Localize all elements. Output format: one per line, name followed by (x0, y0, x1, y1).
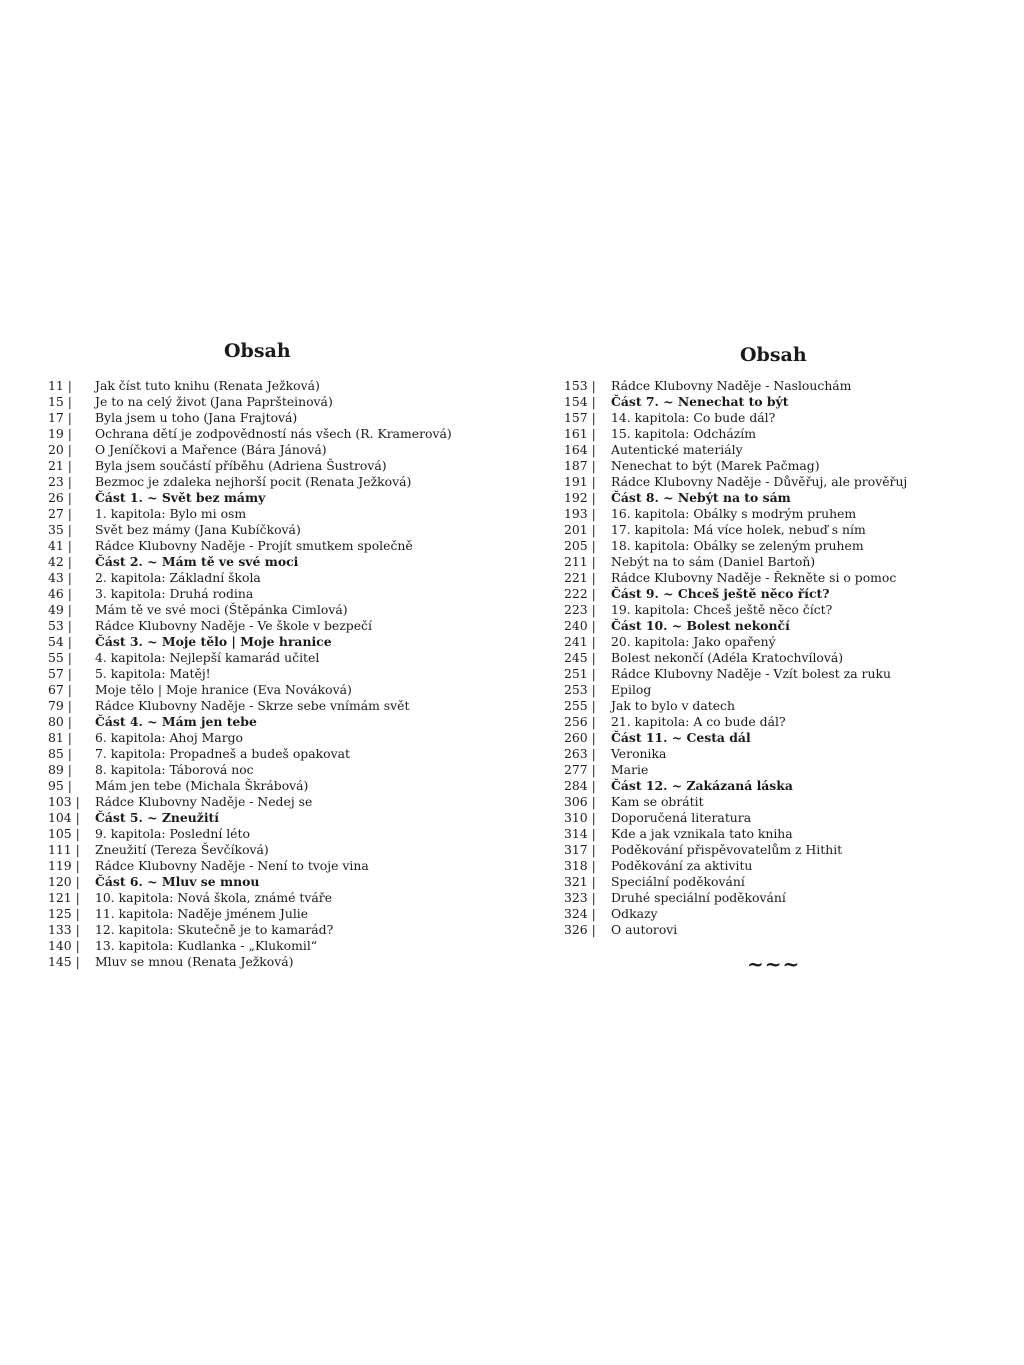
toc-entry-title: Jak číst tuto knihu (Renata Ježková) (95, 378, 320, 393)
toc-entry-title: Kde a jak vznikala tato kniha (611, 826, 793, 841)
toc-page-number: 222 | (564, 586, 596, 601)
toc-entry-title: Nebýt na to sám (Daniel Bartoň) (611, 554, 816, 569)
toc-row (48, 890, 452, 906)
toc-entry-title: Jak to bylo v datech (611, 698, 735, 713)
toc-page-number: 240 | (564, 618, 596, 633)
toc-page-number: 223 | (564, 602, 596, 617)
toc-page-number: 20 | (48, 442, 72, 457)
toc-entry-title: 17. kapitola: Má více holek, nebuď s ním (611, 522, 866, 537)
toc-entry-title: Druhé speciální poděkování (611, 890, 786, 905)
toc-page-number: 15 | (48, 394, 72, 409)
toc-page-number: 205 | (564, 538, 596, 553)
toc-row (48, 442, 452, 458)
toc-row (564, 922, 907, 938)
toc-page-number: 318 | (564, 858, 596, 873)
toc-entry-title: Poděkování za aktivitu (611, 858, 753, 873)
toc-row (48, 426, 452, 442)
right-toc-list (564, 378, 907, 938)
toc-entry-title: Bezmoc je zdaleka nejhorší pocit (Renata Ježková) (95, 474, 412, 489)
toc-entry-title: Část 12. ~ Zakázaná láska (611, 778, 793, 793)
toc-row (564, 570, 907, 586)
toc-row (48, 794, 452, 810)
toc-page-number: 27 | (48, 506, 72, 521)
toc-page-number: 263 | (564, 746, 596, 761)
toc-page-number: 43 | (48, 570, 72, 585)
toc-row (564, 522, 907, 538)
toc-entry-title: 9. kapitola: Poslední léto (95, 826, 250, 841)
toc-row (564, 794, 907, 810)
left-heading: Obsah (224, 340, 291, 362)
toc-row (48, 538, 452, 554)
toc-page-number: 80 | (48, 714, 72, 729)
toc-row (48, 506, 452, 522)
toc-row (564, 682, 907, 698)
toc-page-number: 55 | (48, 650, 72, 665)
toc-entry-title: Část 8. ~ Nebýt na to sám (611, 490, 791, 505)
toc-page-number: 245 | (564, 650, 596, 665)
toc-entry-title: Rádce Klubovny Naděje - Řekněte si o pomoc (611, 570, 897, 585)
toc-row (564, 410, 907, 426)
toc-row (564, 874, 907, 890)
toc-entry-title: 18. kapitola: Obálky se zeleným pruhem (611, 538, 864, 553)
toc-page-number: 121 | (48, 890, 80, 905)
toc-entry-title: Poděkování přispěvovatelům z Hithit (611, 842, 843, 857)
toc-page-number: 191 | (564, 474, 596, 489)
toc-entry-title: 3. kapitola: Druhá rodina (95, 586, 254, 601)
toc-entry-title: Nenechat to být (Marek Pačmag) (611, 458, 820, 473)
toc-entry-title: Svět bez mámy (Jana Kubíčková) (95, 522, 301, 537)
toc-page-number: 256 | (564, 714, 596, 729)
toc-entry-title: Rádce Klubovny Naděje - Nedej se (95, 794, 313, 809)
toc-page-number: 251 | (564, 666, 596, 681)
toc-entry-title: O Jeníčkovi a Mařence (Bára Jánová) (95, 442, 327, 457)
toc-entry-title: Rádce Klubovny Naděje - Vzít bolest za ruku (611, 666, 891, 681)
toc-entry-title: Část 4. ~ Mám jen tebe (95, 714, 257, 729)
toc-row (564, 634, 907, 650)
toc-section-row (48, 714, 452, 730)
toc-row (48, 826, 452, 842)
toc-entry-title: 15. kapitola: Odcházím (611, 426, 756, 441)
toc-row (564, 554, 907, 570)
toc-row (48, 666, 452, 682)
toc-page-number: 26 | (48, 490, 72, 505)
toc-page-number: 145 | (48, 954, 80, 969)
toc-page-number: 187 | (564, 458, 596, 473)
toc-row (48, 698, 452, 714)
toc-page-number: 255 | (564, 698, 596, 713)
toc-row (48, 458, 452, 474)
toc-entry-title: Rádce Klubovny Naděje - Projít smutkem společně (95, 538, 413, 553)
toc-page-number: 321 | (564, 874, 596, 889)
toc-section-row (564, 394, 907, 410)
toc-entry-title: Část 10. ~ Bolest nekončí (611, 618, 790, 633)
toc-row (564, 442, 907, 458)
toc-row (48, 618, 452, 634)
toc-page-number: 11 | (48, 378, 72, 393)
toc-page-number: 314 | (564, 826, 596, 841)
toc-entry-title: Je to na celý život (Jana Papršteinová) (95, 394, 333, 409)
toc-page-number: 81 | (48, 730, 72, 745)
toc-entry-title: Mluv se mnou (Renata Ježková) (95, 954, 294, 969)
toc-row (48, 522, 452, 538)
toc-entry-title: Marie (611, 762, 649, 777)
toc-page-number: 53 | (48, 618, 72, 633)
left-toc-list (48, 378, 452, 970)
toc-section-row (48, 634, 452, 650)
toc-entry-title: Rádce Klubovny Naděje - Skrze sebe vnímám svět (95, 698, 410, 713)
toc-page-number: 125 | (48, 906, 80, 921)
toc-page-number: 133 | (48, 922, 80, 937)
toc-page-number: 79 | (48, 698, 72, 713)
toc-entry-title: Autentické materiály (611, 442, 743, 457)
toc-page-number: 161 | (564, 426, 596, 441)
toc-entry-title: 12. kapitola: Skutečně je to kamarád? (95, 922, 334, 937)
toc-row (564, 762, 907, 778)
toc-page-number: 317 | (564, 842, 596, 857)
toc-row (48, 906, 452, 922)
toc-entry-title: 10. kapitola: Nová škola, známé tváře (95, 890, 333, 905)
toc-entry-title: 20. kapitola: Jako opařený (611, 634, 776, 649)
toc-page-number: 193 | (564, 506, 596, 521)
toc-entry-title: Část 11. ~ Cesta dál (611, 730, 751, 745)
toc-row (48, 602, 452, 618)
toc-page-number: 104 | (48, 810, 80, 825)
toc-entry-title: Rádce Klubovny Naděje - Ve škole v bezpečí (95, 618, 372, 633)
toc-entry-title: 11. kapitola: Naděje jménem Julie (95, 906, 309, 921)
toc-row (48, 570, 452, 586)
toc-page-number: 19 | (48, 426, 72, 441)
toc-entry-title: Veronika (611, 746, 667, 761)
toc-entry-title: Část 1. ~ Svět bez mámy (95, 490, 266, 505)
toc-page-number: 111 | (48, 842, 80, 857)
toc-row (564, 426, 907, 442)
toc-entry-title: Část 7. ~ Nenechat to být (611, 394, 789, 409)
toc-entry-title: Byla jsem součástí příběhu (Adriena Šustrová) (95, 458, 387, 473)
toc-entry-title: Ochrana dětí je zodpovědností nás všech (R. Kramerová) (95, 426, 452, 441)
toc-page-number: 54 | (48, 634, 72, 649)
toc-row (48, 938, 452, 954)
toc-row (48, 746, 452, 762)
toc-page-number: 17 | (48, 410, 72, 425)
toc-page-number: 192 | (564, 490, 596, 505)
toc-entry-title: Část 2. ~ Mám tě ve své moci (95, 554, 299, 569)
toc-page-number: 46 | (48, 586, 72, 601)
toc-entry-title: Rádce Klubovny Naděje - Naslouchám (611, 378, 852, 393)
toc-row (564, 826, 907, 842)
toc-row (48, 842, 452, 858)
toc-section-row (48, 490, 452, 506)
toc-row (48, 378, 452, 394)
toc-row (564, 746, 907, 762)
toc-entry-title: Odkazy (611, 906, 658, 921)
toc-section-row (564, 730, 907, 746)
toc-entry-title: 5. kapitola: Matěj! (95, 666, 211, 681)
toc-page-number: 323 | (564, 890, 596, 905)
toc-entry-title: 14. kapitola: Co bude dál? (611, 410, 776, 425)
toc-entry-title: Část 6. ~ Mluv se mnou (95, 874, 260, 889)
toc-entry-title: Rádce Klubovny Naděje - Není to tvoje vina (95, 858, 369, 873)
toc-page-number: 221 | (564, 570, 596, 585)
toc-page-number: 35 | (48, 522, 72, 537)
toc-entry-title: 8. kapitola: Táborová noc (95, 762, 254, 777)
toc-entry-title: Speciální poděkování (611, 874, 745, 889)
toc-page-number: 89 | (48, 762, 72, 777)
toc-row (564, 378, 907, 394)
toc-row (564, 698, 907, 714)
toc-row (564, 714, 907, 730)
toc-page-number: 95 | (48, 778, 72, 793)
toc-entry-title: Rádce Klubovny Naděje - Důvěřuj, ale prověřuj (611, 474, 908, 489)
toc-page-number: 201 | (564, 522, 596, 537)
toc-row (564, 890, 907, 906)
toc-row (48, 858, 452, 874)
toc-row (564, 858, 907, 874)
toc-row (564, 810, 907, 826)
toc-row (564, 506, 907, 522)
toc-page-number: 324 | (564, 906, 596, 921)
toc-page-number: 23 | (48, 474, 72, 489)
toc-page-number: 284 | (564, 778, 596, 793)
toc-row (564, 842, 907, 858)
toc-entry-title: Epilog (611, 682, 652, 697)
toc-page-number: 310 | (564, 810, 596, 825)
toc-row (48, 586, 452, 602)
toc-entry-title: Moje tělo | Moje hranice (Eva Nováková) (95, 682, 352, 697)
toc-page-number: 211 | (564, 554, 596, 569)
toc-page-number: 277 | (564, 762, 596, 777)
toc-row (564, 666, 907, 682)
toc-entry-title: O autorovi (611, 922, 678, 937)
toc-page-number: 120 | (48, 874, 80, 889)
toc-section-row (48, 874, 452, 890)
toc-row (48, 394, 452, 410)
toc-row (564, 474, 907, 490)
toc-page-number: 67 | (48, 682, 72, 697)
toc-row (48, 650, 452, 666)
toc-entry-title: Bolest nekončí (Adéla Kratochvílová) (611, 650, 844, 665)
toc-row (48, 474, 452, 490)
toc-row (564, 602, 907, 618)
toc-page-number: 103 | (48, 794, 80, 809)
toc-entry-title: Mám jen tebe (Michala Škrábová) (95, 778, 309, 793)
toc-row (564, 906, 907, 922)
toc-entry-title: Byla jsem u toho (Jana Frajtová) (95, 410, 298, 425)
toc-page-number: 105 | (48, 826, 80, 841)
end-mark: ~~~ (747, 952, 801, 976)
toc-entry-title: 2. kapitola: Základní škola (95, 570, 261, 585)
toc-page-number: 253 | (564, 682, 596, 697)
toc-page-number: 49 | (48, 602, 72, 617)
toc-row (564, 650, 907, 666)
toc-entry-title: Část 3. ~ Moje tělo | Moje hranice (95, 634, 332, 649)
toc-page-number: 306 | (564, 794, 596, 809)
toc-entry-title: Kam se obrátit (611, 794, 704, 809)
toc-page-number: 85 | (48, 746, 72, 761)
toc-row (48, 778, 452, 794)
toc-entry-title: 19. kapitola: Chceš ještě něco číct? (611, 602, 833, 617)
toc-entry-title: Doporučená literatura (611, 810, 752, 825)
right-heading: Obsah (740, 344, 807, 366)
toc-row (48, 762, 452, 778)
toc-row (48, 954, 452, 970)
toc-page-number: 153 | (564, 378, 596, 393)
toc-entry-title: 13. kapitola: Kudlanka - „Klukomil“ (95, 938, 318, 953)
toc-section-row (564, 778, 907, 794)
toc-section-row (48, 554, 452, 570)
toc-page-number: 157 | (564, 410, 596, 425)
toc-row (564, 458, 907, 474)
toc-row (48, 410, 452, 426)
toc-page-number: 119 | (48, 858, 80, 873)
toc-page-number: 260 | (564, 730, 596, 745)
toc-page-number: 57 | (48, 666, 72, 681)
toc-page-number: 140 | (48, 938, 80, 953)
toc-row (48, 922, 452, 938)
toc-entry-title: Mám tě ve své moci (Štěpánka Cimlová) (95, 602, 348, 617)
toc-entry-title: 4. kapitola: Nejlepší kamarád učitel (95, 650, 320, 665)
toc-entry-title: 21. kapitola: A co bude dál? (611, 714, 786, 729)
toc-page-number: 241 | (564, 634, 596, 649)
toc-section-row (564, 618, 907, 634)
toc-entry-title: Část 5. ~ Zneužití (95, 810, 219, 825)
toc-section-row (564, 586, 907, 602)
toc-row (564, 538, 907, 554)
toc-entry-title: Zneužití (Tereza Ševčíková) (95, 842, 269, 857)
toc-section-row (48, 810, 452, 826)
toc-section-row (564, 490, 907, 506)
toc-entry-title: 7. kapitola: Propadneš a budeš opakovat (95, 746, 350, 761)
toc-entry-title: 6. kapitola: Ahoj Margo (95, 730, 244, 745)
toc-page-number: 164 | (564, 442, 596, 457)
toc-page-number: 154 | (564, 394, 596, 409)
toc-row (48, 730, 452, 746)
toc-entry-title: Část 9. ~ Chceš ještě něco říct? (611, 586, 830, 601)
toc-page-number: 42 | (48, 554, 72, 569)
toc-page-number: 21 | (48, 458, 72, 473)
toc-entry-title: 1. kapitola: Bylo mi osm (95, 506, 247, 521)
toc-entry-title: 16. kapitola: Obálky s modrým pruhem (611, 506, 857, 521)
toc-row (48, 682, 452, 698)
toc-page-number: 41 | (48, 538, 72, 553)
toc-page-number: 326 | (564, 922, 596, 937)
